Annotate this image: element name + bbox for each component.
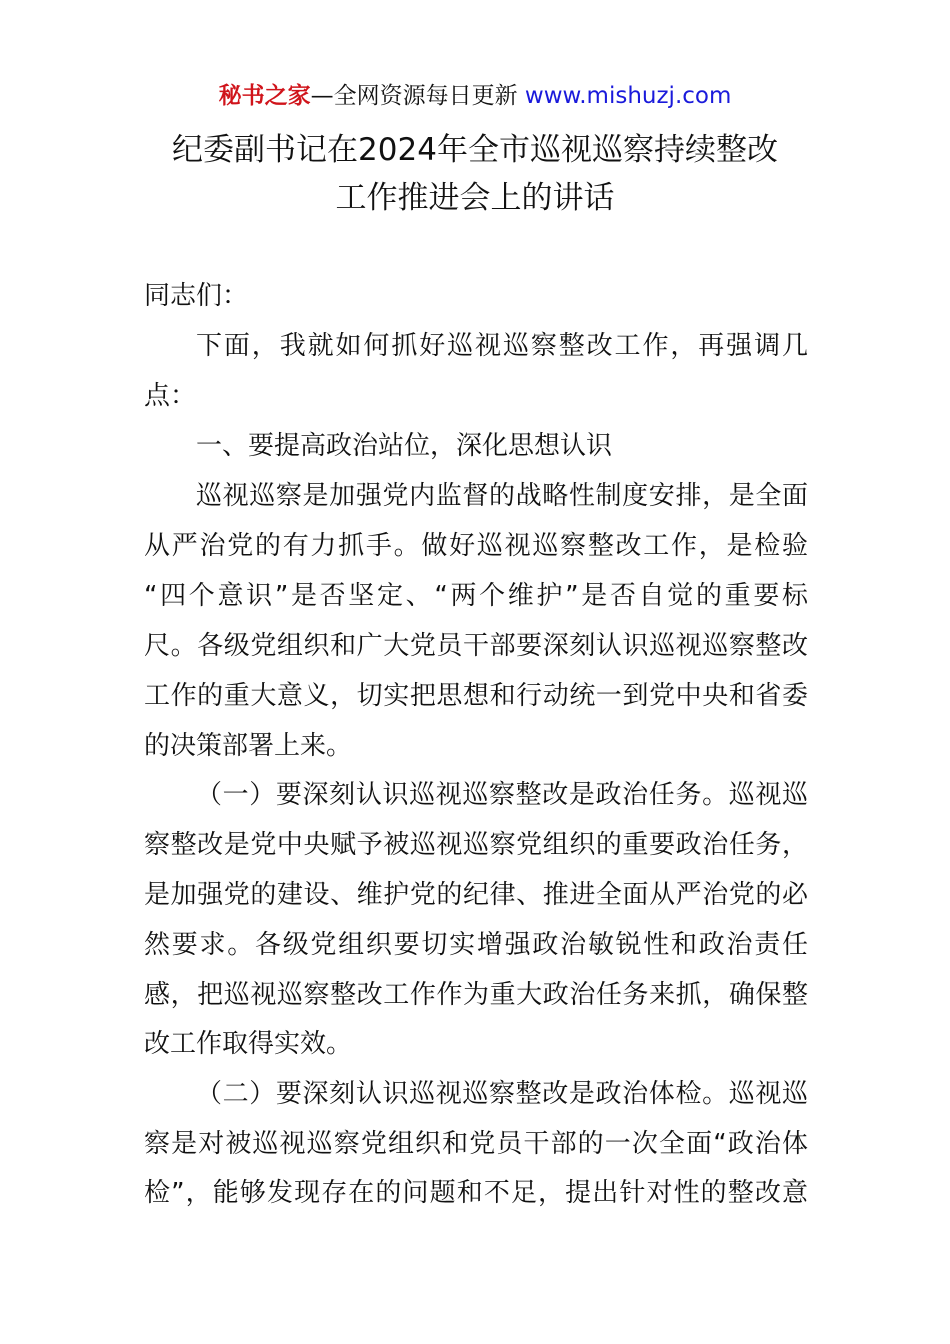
paragraph-line: 是加强党的建设、维护党的纪律、推进全面从严治党的必 [144,880,808,910]
paragraph-line: 察是对被巡视巡察党组织和党员干部的一次全面“政治体 [144,1129,808,1159]
paragraph-line: 下面，我就如何抓好巡视巡察整改工作，再强调几 [196,331,808,361]
paragraph-line: 点： [144,381,197,411]
paragraph-line: 巡视巡察是加强党内监督的战略性制度安排，是全面 [196,481,808,511]
paragraph-line: 改工作取得实效。 [144,1029,353,1059]
paragraph-line: 然要求。各级党组织要切实增强政治敏锐性和政治责任 [144,930,808,960]
paragraph-line: 工作的重大意义，切实把思想和行动统一到党中央和省委 [144,681,808,711]
brand-name: 秘书之家 [218,83,311,109]
subsection-line: （一）要深刻认识巡视巡察整改是政治任务。巡视巡 [196,780,808,810]
paragraph-line: 尺。各级党组织和广大党员干部要深刻认识巡视巡察整改 [144,631,808,661]
site-url-link[interactable]: www.mishuzj.com [524,83,732,109]
subsection-line: （二）要深刻认识巡视巡察整改是政治体检。巡视巡 [196,1079,808,1109]
paragraph-line: 感，把巡视巡察整改工作作为重大政治任务来抓，确保整 [144,980,808,1010]
document-title-line-2: 工作推进会上的讲话 [335,180,615,216]
site-header [0,80,950,112]
section-heading: 一、要提高政治站位，深化思想认识 [196,431,613,461]
header-tagline: —全网资源每日更新 [310,83,525,109]
greeting: 同志们： [144,281,249,311]
paragraph-line: “四个意识”是否坚定、“两个维护”是否自觉的重要标 [144,581,808,611]
paragraph-line: 的决策部署上来。 [144,731,353,761]
paragraph-line: 察整改是党中央赋予被巡视巡察党组织的重要政治任务， [144,830,808,860]
document-title-line-1: 纪委副书记在2024年全市巡视巡察持续整改 [172,132,778,168]
paragraph-line: 从严治党的有力抓手。做好巡视巡察整改工作，是检验 [144,531,808,561]
paragraph-line: 检”，能够发现存在的问题和不足，提出针对性的整改意 [144,1178,808,1208]
